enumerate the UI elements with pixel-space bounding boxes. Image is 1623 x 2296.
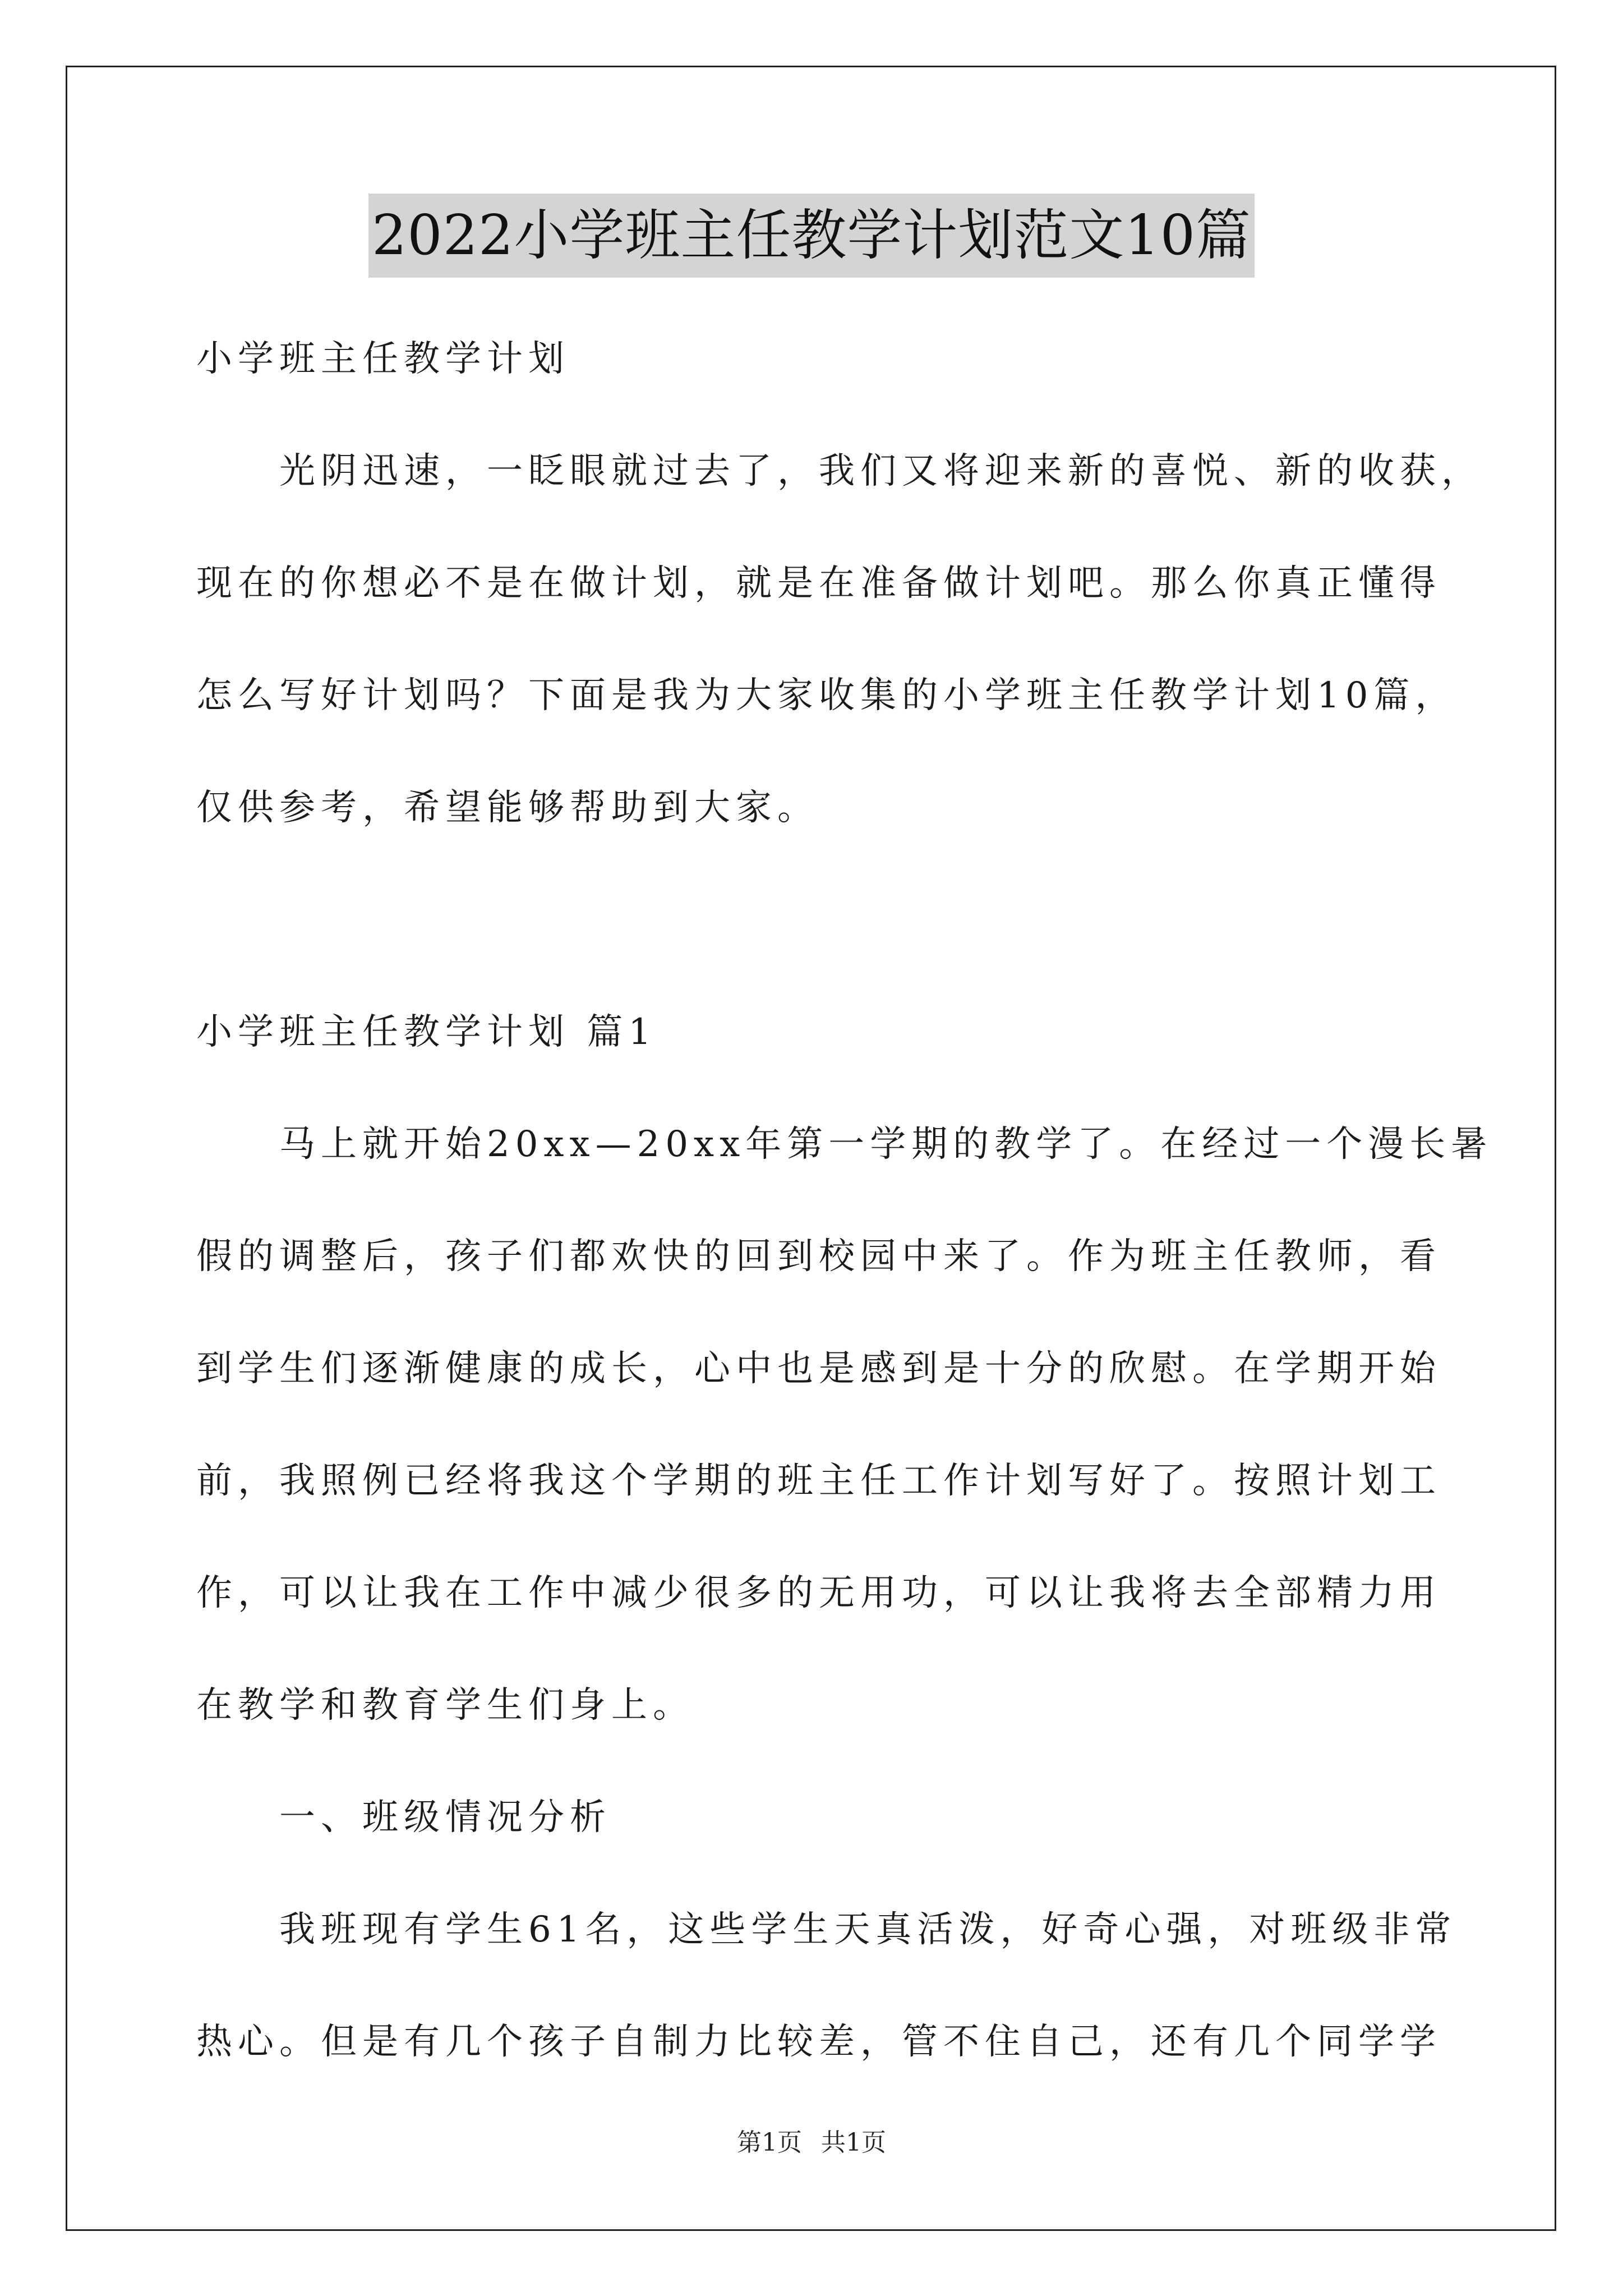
paragraph-line-indented: 我班现有学生61名，这些学生天真活泼，好奇心强，对班级非常 [279, 1909, 1457, 1950]
paragraph-line: 假的调整后，孩子们都欢快的回到校园中来了。作为班主任教师，看 [196, 1236, 1441, 1277]
paragraph-line-indented: 马上就开始20xx—20xx年第一学期的教学了。在经过一个漫长暑 [279, 1124, 1493, 1165]
page-number-total: 共1页 [821, 2128, 886, 2157]
paragraph-line: 小学班主任教学计划 [196, 338, 570, 380]
document-body [196, 303, 1493, 2098]
paragraph-line: 作，可以让我在工作中减少很多的无用功，可以让我将去全部精力用 [196, 1572, 1441, 1614]
page-number-current: 第1页 [737, 2128, 802, 2157]
blank-line [196, 864, 1430, 976]
paragraph-line: 仅供参考，希望能够帮助到大家。 [196, 787, 819, 829]
paragraph-line-indented: 光阴迅速，一眨眼就过去了，我们又将迎来新的喜悦、新的收获， [279, 450, 1483, 492]
paragraph-line: 到学生们逐渐健康的成长，心中也是感到是十分的欣慰。在学期开始 [196, 1348, 1441, 1389]
document-title: 2022小学班主任教学计划范文10篇 [368, 194, 1255, 278]
paragraph-line: 小学班主任教学计划 篇1 [196, 1011, 657, 1053]
page-footer [0, 2126, 1623, 2160]
paragraph-line-indented: 一、班级情况分析 [279, 1797, 611, 1838]
title-wrapper [0, 194, 1623, 278]
paragraph-line: 在教学和教育学生们身上。 [196, 1685, 694, 1726]
paragraph-line: 前，我照例已经将我这个学期的班主任工作计划写好了。按照计划工 [196, 1460, 1441, 1502]
paragraph-line: 热心。但是有几个孩子自制力比较差，管不住自己，还有几个同学学 [196, 2021, 1441, 2063]
paragraph-line: 怎么写好计划吗？下面是我为大家收集的小学班主任教学计划10篇， [196, 675, 1457, 716]
paragraph-line: 现在的你想必不是在做计划，就是在准备做计划吧。那么你真正懂得 [196, 563, 1441, 604]
